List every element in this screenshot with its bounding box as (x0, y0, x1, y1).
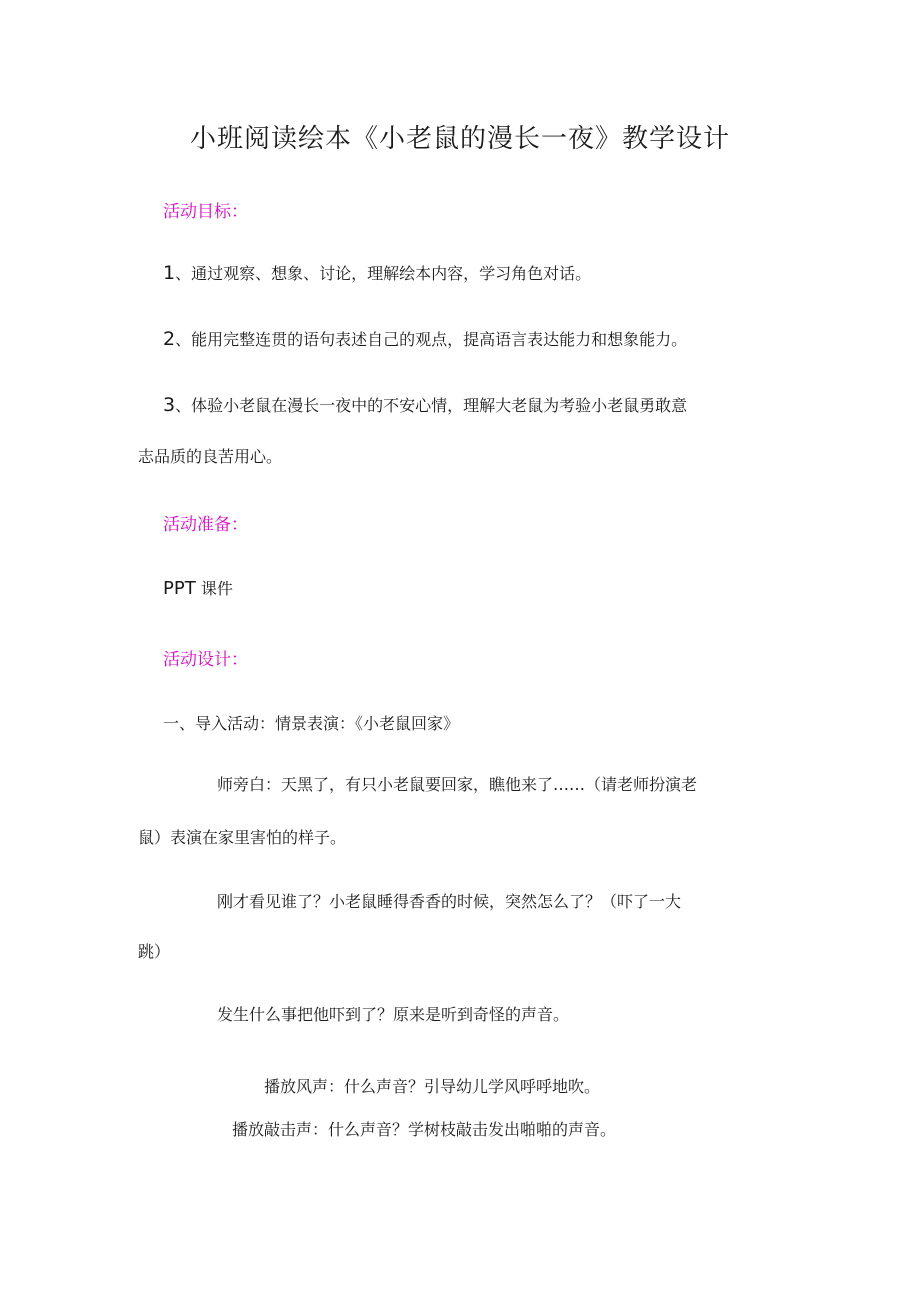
paragraph-3: 发生什么事把他吓到了？原来是听到奇怪的声音。 (217, 1005, 570, 1024)
goal-number: 2 (163, 328, 176, 350)
prep-heading: 活动准备： (163, 515, 248, 535)
paragraph-4: 播放风声：什么声音？引导幼儿学风呼呼地吹。 (264, 1077, 601, 1096)
goal-text: 、能用完整连贯的语句表述自己的观点，提高语言表达能力和想象能力。 (175, 330, 688, 349)
design-step-1: 一、导入活动：情景表演：《小老鼠回家》 (163, 714, 460, 733)
paragraph-1: 师旁白：天黑了，有只小老鼠要回家，瞧他来了……（请老师扮演老 (217, 775, 698, 794)
prep-text: 课件 (200, 579, 233, 598)
paragraph-1-continued: 鼠）表演在家里害怕的样子。 (138, 828, 347, 847)
document-title: 小班阅读绘本《小老鼠的漫长一夜》教学设计 (189, 124, 730, 154)
goal-number: 1 (163, 262, 176, 284)
prep-item (163, 576, 233, 599)
prep-ppt: PPT (163, 578, 196, 599)
goal-text: 、通过观察、想象、讨论，理解绘本内容，学习角色对话。 (175, 264, 592, 283)
goal-item-3 (163, 393, 687, 416)
goal-text: 、体验小老鼠在漫长一夜中的不安心情，理解大老鼠为考验小老鼠勇敢意 (175, 396, 688, 415)
paragraph-2: 刚才看见谁了？小老鼠睡得香香的时候，突然怎么了？（吓了一大 (217, 892, 682, 911)
goal-number: 3 (163, 394, 176, 416)
goals-heading: 活动目标： (163, 202, 248, 222)
goal-item-2 (163, 327, 687, 350)
paragraph-2-continued: 跳） (138, 942, 171, 961)
goal-item-1 (163, 261, 591, 284)
goal-item-3-continued: 志品质的良苦用心。 (138, 447, 283, 466)
design-heading: 活动设计： (163, 650, 248, 670)
paragraph-5: 播放敲击声：什么声音？学树枝敲击发出啪啪的声音。 (232, 1120, 617, 1139)
